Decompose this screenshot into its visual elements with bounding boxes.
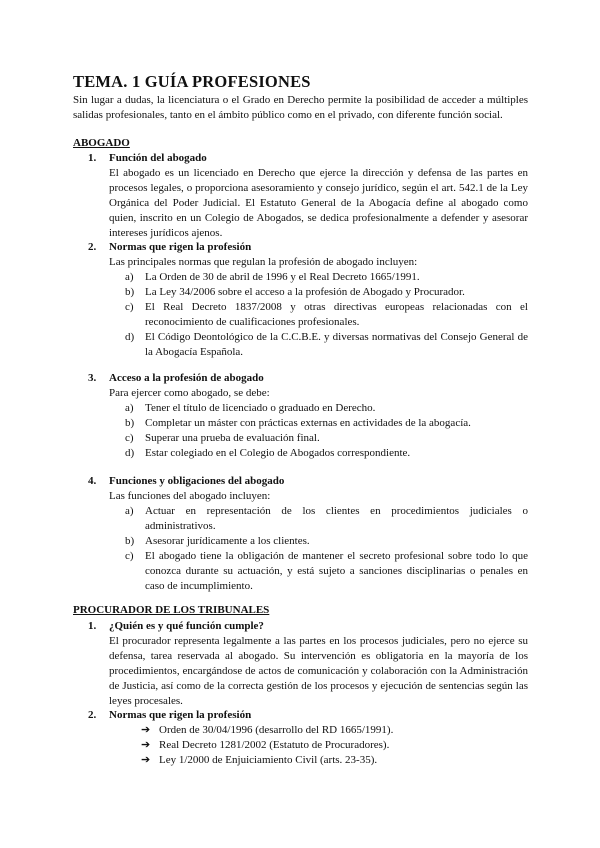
list-letter: a) <box>125 505 134 517</box>
list-item <box>109 285 528 300</box>
list-letter: d) <box>125 447 135 459</box>
list-text: Superar una prueba de evaluación final. <box>145 432 320 444</box>
list-item <box>109 446 528 461</box>
section-title: Acceso a la profesión de abogado <box>109 372 264 384</box>
list-text: El abogado tiene la obligación de mantener el secreto profesional sobre todo lo que conozca durante su actuación, y está sujeto a sanciones disciplinarias o penales en caso de incumplimiento. <box>145 550 528 592</box>
intro-paragraph: Sin lugar a dudas, la licenciatura o el Grado en Derecho permite la posibilidad de acceder a múltiples salidas profesionales, tanto en el ámbito público como en el privado, con diferente función social. <box>73 94 528 121</box>
list-letter: b) <box>125 286 135 298</box>
list-text: Actuar en representación de los clientes en procedimientos judiciales o administrativos. <box>145 505 528 532</box>
section-title: Función del abogado <box>109 152 207 164</box>
list-text: Estar colegiado en el Colegio de Abogados correspondiente. <box>145 447 411 459</box>
list-item <box>109 723 528 738</box>
abogado-section-2 <box>88 240 528 360</box>
list-text: Tener el título de licenciado o graduado en Derecho. <box>145 402 376 414</box>
procurador-section-2 <box>88 708 528 768</box>
list-text: Asesorar jurídicamente a los clientes. <box>145 535 310 547</box>
section-number: 4. <box>88 475 97 487</box>
page-title: TEMA. 1 GUÍA PROFESIONES <box>73 72 311 91</box>
list-text: El Real Decreto 1837/2008 y otras directivas europeas relacionadas con el reconocimiento de cualificaciones profesionales. <box>145 301 528 328</box>
list-item <box>109 549 528 594</box>
list-text: Real Decreto 1281/2002 (Estatuto de Procuradores). <box>159 739 390 751</box>
section-number: 1. <box>88 152 97 164</box>
list-text: Ley 1/2000 de Enjuiciamiento Civil (arts. 23-35). <box>159 754 378 766</box>
list-letter: a) <box>125 402 134 414</box>
list-item <box>109 416 528 431</box>
list-text: Orden de 30/04/1996 (desarrollo del RD 1665/1991). <box>159 724 394 736</box>
section-paragraph: El abogado es un licenciado en Derecho que ejerce la dirección y defensa de las partes en procesos legales, o proporciona asesoramiento y consejo jurídico, según el art. 542.1 de la Ley Orgánica del Poder Judicial. El Estatuto General de la Abogacía define al abogado como quien, inscrito en un Colegio de Abogados, se dedica profesionalmente a defender y asesorar intereses jurídicos ajenos. <box>109 167 528 239</box>
list-text: La Orden de 30 de abril de 1996 y el Real Decreto 1665/1991. <box>145 271 420 283</box>
section-paragraph: El procurador representa legalmente a las partes en los procesos judiciales, pero no ejerce su defensa, tarea reservada al abogado. Su intervención es obligatoria en la mayoría de los procedimientos, encargándose de actos de comunicación y colaboración con la Administración de Justicia, así como de la correcta gestión de los procesos y ejecución de sentencias según las leyes procesales. <box>109 635 528 707</box>
section-title: Normas que rigen la profesión <box>109 709 252 721</box>
list-item <box>109 300 528 330</box>
list-item <box>109 431 528 446</box>
list-item <box>109 330 528 360</box>
procurador-section-1 <box>88 619 528 709</box>
list-letter: a) <box>125 271 134 283</box>
section-lead: Las funciones del abogado incluyen: <box>109 490 271 502</box>
section-heading-procurador: PROCURADOR DE LOS TRIBUNALES <box>73 604 270 616</box>
arrow-right-icon: ➔ <box>141 724 151 736</box>
list-text: Completar un máster con prácticas externas en actividades de la abogacía. <box>145 417 471 429</box>
arrow-right-icon: ➔ <box>141 739 151 751</box>
list-letter: b) <box>125 417 135 429</box>
list-item <box>109 270 528 285</box>
list-letter: c) <box>125 432 134 444</box>
list-item <box>109 738 528 753</box>
section-number: 2. <box>88 709 97 721</box>
list-text: La Ley 34/2006 sobre el acceso a la profesión de Abogado y Procurador. <box>145 286 465 298</box>
list-item <box>109 504 528 534</box>
section-title: ¿Quién es y qué función cumple? <box>109 620 264 632</box>
section-lead: Las principales normas que regulan la profesión de abogado incluyen: <box>109 256 418 268</box>
list-letter: d) <box>125 331 135 343</box>
section-lead: Para ejercer como abogado, se debe: <box>109 387 270 399</box>
list-item <box>109 534 528 549</box>
section-number: 1. <box>88 620 97 632</box>
list-letter: c) <box>125 301 134 313</box>
abogado-section-1 <box>88 151 528 241</box>
list-item <box>109 753 528 768</box>
list-letter: c) <box>125 550 134 562</box>
abogado-section-3 <box>88 371 528 461</box>
section-title: Funciones y obligaciones del abogado <box>109 475 285 487</box>
list-letter: b) <box>125 535 135 547</box>
abogado-section-4 <box>88 474 528 594</box>
list-text: El Código Deontológico de la C.C.B.E. y diversas normativas del Consejo General de la Abogacía Española. <box>145 331 528 358</box>
section-number: 2. <box>88 241 97 253</box>
arrow-right-icon: ➔ <box>141 754 151 766</box>
section-title: Normas que rigen la profesión <box>109 241 252 253</box>
list-item <box>109 401 528 416</box>
section-heading-abogado: ABOGADO <box>73 137 130 149</box>
section-number: 3. <box>88 372 97 384</box>
